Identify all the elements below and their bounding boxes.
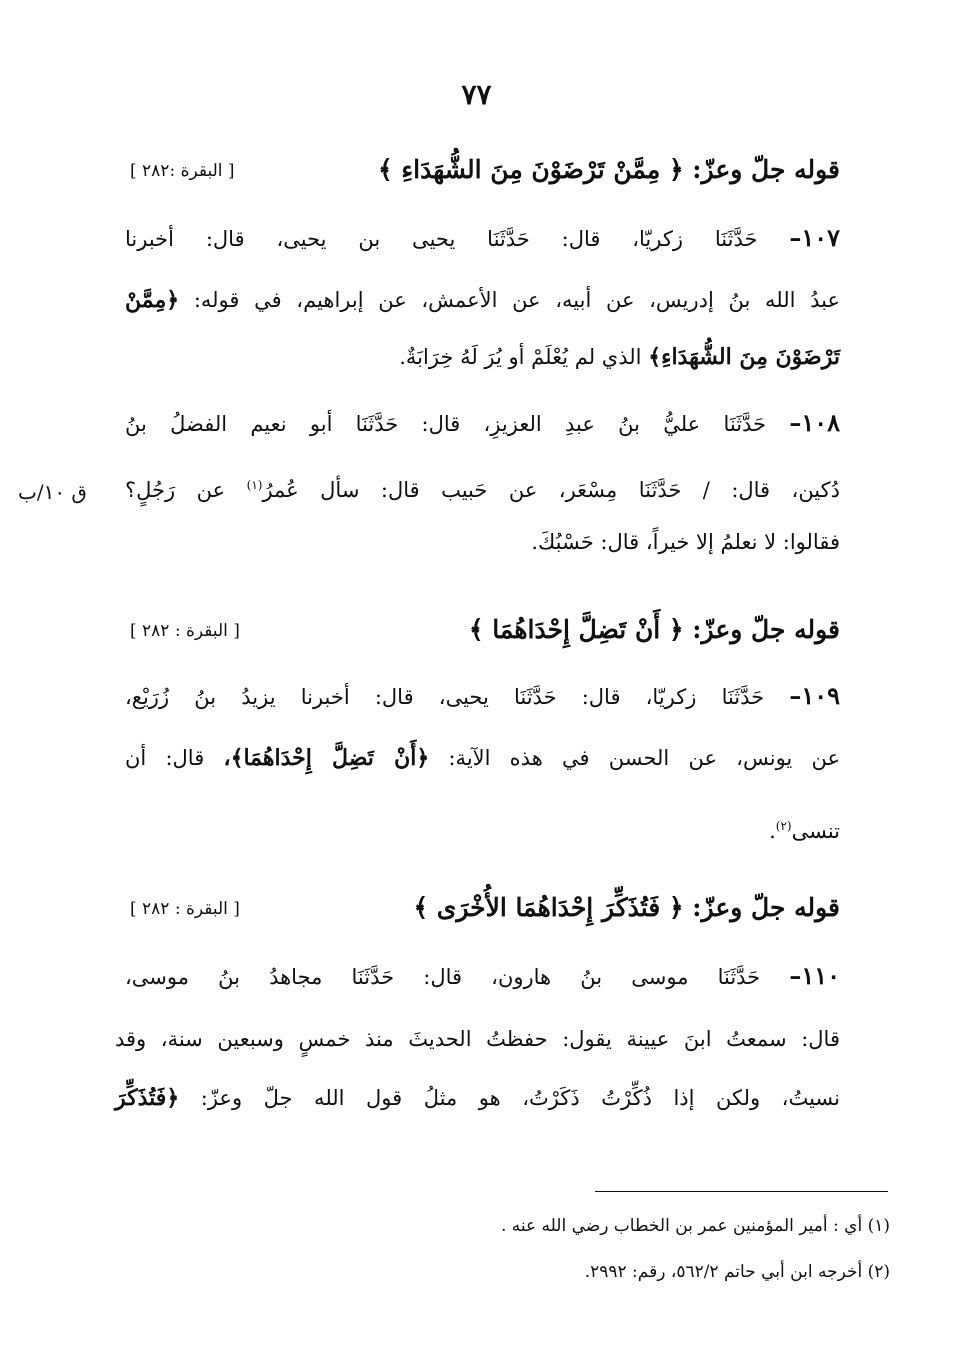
entry-107-line-3: [125, 337, 840, 377]
footnote-marker: (٢): [775, 819, 792, 833]
entry-109-line-1: [125, 676, 840, 716]
entry-text: نسيتُ، ولكن إذا ذُكِّرْتُ ذَكَرْتُ، هو مثلُ قول الله جلّ وعزّ:: [200, 1086, 840, 1110]
footnote-2: (٢) أخرجه ابن أبي حاتم ٥٦٢/٢، رقم: ٢٩٩٢.: [584, 1262, 890, 1282]
manuscript-folio-note: ق ١٠/ب: [18, 480, 87, 504]
entry-110-line-3: [115, 1078, 840, 1118]
entry-number: ١٠٩–: [789, 681, 840, 710]
entry-text: تنسى: [791, 819, 840, 843]
entry-text: قال: سمعتُ ابنَ عيينة يقول: حفظتُ الحديثَ منذ خمسٍ وسبعين سنة، وقد: [115, 1027, 840, 1051]
entry-109-line-2: [125, 738, 840, 778]
entry-text: دُكين، قال: / حَدَّثَنَا مِسْعَر، عن حَبيب قال: سأل عُمرُ: [262, 478, 840, 502]
quran-reference: [ البقرة :٢٨٢ ]: [130, 161, 235, 181]
heading-text: قوله جلّ وعزّ: ﴿ أَنْ تَضِلَّ إِحْدَاهُمَا ﴾: [468, 615, 840, 644]
entry-107-line-1: [125, 218, 840, 258]
entry-text: حَدَّثَنَا عليُّ بنُ عبدِ العزيزِ، قال: حَدَّثَنَا أبو نعيم الفضلُ بنُ: [125, 412, 767, 436]
entry-text: الذي لم يُعْلَمْ أو يُرَ لَهُ خِرَابَةٌ.: [399, 345, 642, 369]
footnote-marker: (١): [246, 478, 263, 492]
page-number: ٧٧: [461, 78, 492, 111]
entry-108-line-2: [125, 465, 840, 505]
entry-107-line-2: [125, 280, 840, 320]
entry-text: حَدَّثَنَا زكريّا، قال: حَدَّثَنَا يحيى بن يحيى، قال: أخبرنا: [125, 227, 758, 251]
entry-number: ١٠٨–: [789, 408, 840, 437]
entry-108-line-3: [125, 522, 840, 562]
entry-109-line-3: [125, 806, 840, 846]
quran-reference: [ البقرة : ٢٨٢ ]: [130, 621, 240, 641]
entry-108-line-1: [125, 403, 840, 443]
quran-quote: ﴿أَنْ تَضِلَّ إِحْدَاهُمَا﴾،: [223, 745, 430, 771]
entry-110-line-1: [125, 956, 840, 996]
quran-quote: ﴿فَتُذَكِّرَ: [115, 1085, 180, 1111]
entry-text: فقالوا: لا نعلمُ إلا خيراً، قال: حَسْبُكَ.: [531, 530, 840, 554]
entry-number: ١١٠–: [789, 961, 840, 990]
entry-number: ١٠٧–: [789, 223, 840, 252]
entry-text: عن يونس، عن الحسن في هذه الآية:: [448, 746, 841, 770]
entry-text: .: [769, 819, 776, 843]
quran-reference: [ البقرة : ٢٨٢ ]: [130, 899, 240, 919]
quran-quote: تَرْضَوْنَ مِنَ الشُّهَدَاءِ﴾: [648, 344, 840, 370]
entry-text: قال: أن: [125, 746, 205, 770]
section-heading-2: [130, 615, 840, 659]
section-heading-1: [130, 155, 840, 199]
heading-text: قوله جلّ وعزّ: ﴿ مِمَّنْ تَرْضَوْنَ مِنَ الشُّهَدَاءِ ﴾: [378, 155, 840, 184]
section-heading-3: [130, 893, 840, 937]
entry-text: حَدَّثَنَا موسى بنُ هارون، قال: حَدَّثَنَا مجاهدُ بنُ موسى،: [125, 965, 761, 989]
footnote-separator: [595, 1191, 888, 1192]
heading-text: قوله جلّ وعزّ: ﴿ فَتُذَكِّرَ إِحْدَاهُمَا الأُخْرَى ﴾: [413, 893, 840, 922]
entry-110-line-2: [115, 1019, 840, 1059]
quran-quote: ﴿مِمَّنْ: [125, 287, 180, 313]
footnote-1: (١) أي : أمير المؤمنين عمر بن الخطاب رضي الله عنه .: [500, 1216, 890, 1236]
entry-text: عبدُ الله بنُ إدريس، عن أبيه، عن الأعمش، عن إبراهيم، في قوله:: [193, 288, 840, 312]
entry-text: عن رَجُلٍ؟: [125, 478, 226, 502]
entry-text: حَدَّثَنَا زكريّا، قال: حَدَّثَنَا يحيى، قال: أخبرنا يزيدُ بنُ زُرَيْع،: [125, 685, 765, 709]
